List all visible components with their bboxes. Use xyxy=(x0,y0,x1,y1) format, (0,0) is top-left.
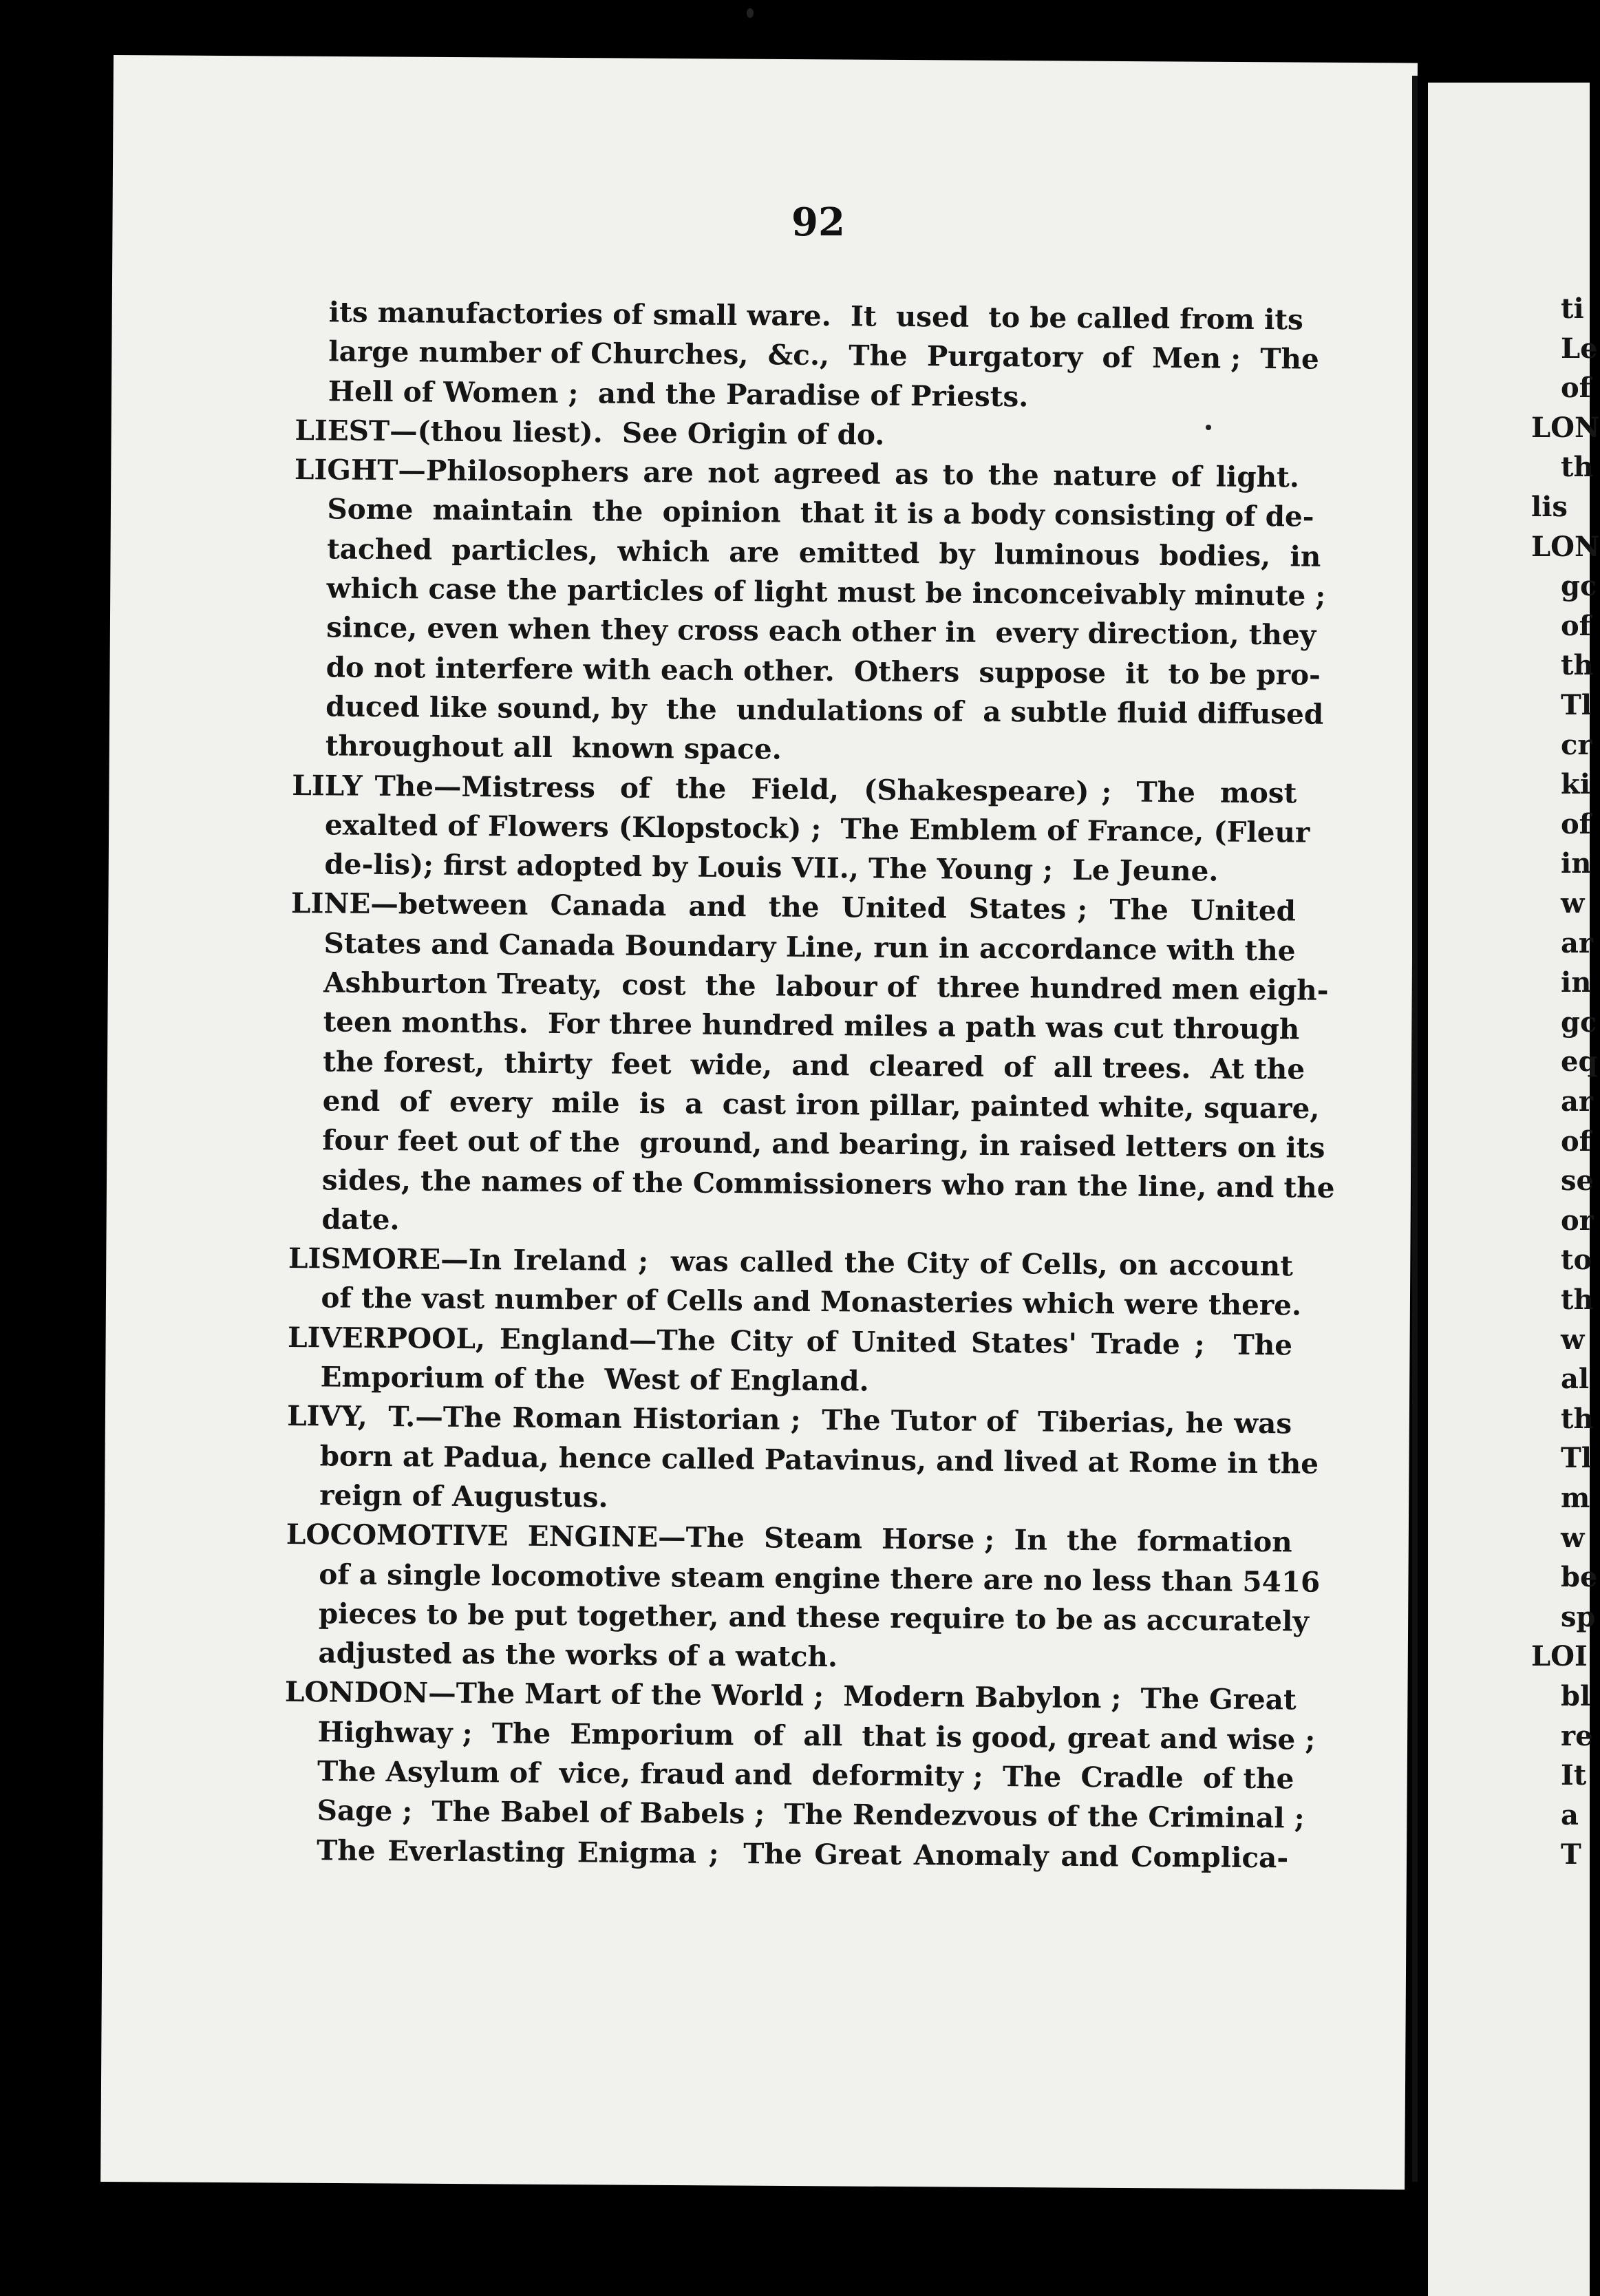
text-line: LOCOMOTIVE ENGINE—The Steam Horse ; In the formation xyxy=(286,1518,1292,1559)
text-line: sides, the names of the Commissioners who ran the line, and the xyxy=(321,1162,1335,1204)
text-line: de-lis); first adopted by Louis VII., The Young ; Le Jeune. xyxy=(324,847,1219,888)
text-line: LIVERPOOL, England—The City of United States' Trade ; The xyxy=(287,1320,1293,1362)
next-page-fragment: Tl xyxy=(1561,689,1592,721)
text-line: tached particles, which are emitted by luminous bodies, in xyxy=(326,532,1321,573)
page-number: 92 xyxy=(791,200,845,245)
page-text xyxy=(284,293,1335,1878)
scan-speck xyxy=(1206,425,1211,430)
text-line: date. xyxy=(321,1202,400,1237)
text-line: States and Canada Boundary Line, run in accordance with the xyxy=(323,926,1296,968)
scan-speck xyxy=(747,8,754,18)
next-page-fragment: or xyxy=(1561,1204,1594,1237)
text-line: the forest, thirty feet wide, and cleared of all trees. At the xyxy=(323,1044,1305,1086)
text-line: LONDON—The Mart of the World ; Modern Babylon ; The Great xyxy=(284,1675,1297,1716)
text-line: The Everlasting Enigma ; The Great Anomaly and Complica- xyxy=(317,1833,1289,1874)
text-line: LISMORE—In Ireland ; was called the City of Cells, on account xyxy=(288,1242,1294,1283)
next-page-fragment: of xyxy=(1561,609,1591,642)
text-line: The Asylum of vice, fraud and deformity ; The Cradle of the xyxy=(317,1754,1294,1796)
next-page-fragment: Tl xyxy=(1561,1442,1592,1475)
next-page-fragment: ar xyxy=(1561,1085,1593,1118)
text-line: teen months. For three hundred miles a path was cut through xyxy=(323,1005,1300,1046)
next-page-fragment: Le xyxy=(1561,332,1598,365)
text-line: Sage ; The Babel of Babels ; The Rendezvous of the Criminal ; xyxy=(317,1794,1305,1835)
text-line: throughout all known space. xyxy=(325,729,782,766)
next-page-fragment: sp xyxy=(1561,1600,1596,1633)
text-line: Hell of Women ; and the Paradise of Priests. xyxy=(328,374,1029,413)
next-page-fragment: ki xyxy=(1561,768,1590,801)
next-page-fragment: gc xyxy=(1561,570,1597,603)
text-line: end of every mile is a cast iron pillar, painted white, square, xyxy=(322,1084,1320,1125)
next-page-fragment: w xyxy=(1561,1323,1585,1356)
next-page-fragment: w xyxy=(1561,1521,1585,1554)
next-page-fragment: of xyxy=(1561,807,1591,840)
next-page-fragment: cr xyxy=(1561,728,1592,761)
next-page-fragment: to xyxy=(1561,1244,1592,1277)
next-page-fragment: It xyxy=(1561,1759,1587,1792)
next-page-fragment: re xyxy=(1561,1719,1593,1752)
next-page-fragment: of xyxy=(1561,372,1591,405)
next-page-fragment: ar xyxy=(1561,926,1593,959)
next-page-fragment: m xyxy=(1561,1482,1590,1514)
next-page-fragment: w xyxy=(1561,887,1585,920)
next-page-fragment: th xyxy=(1561,451,1594,484)
text-line: duced like sound, by the undulations of a subtle fluid diffused xyxy=(326,690,1324,731)
text-line: do not interfere with each other. Others suppose it to be pro- xyxy=(326,650,1321,692)
next-page-fragment: LON xyxy=(1531,411,1600,444)
text-line: reign of Augustus. xyxy=(319,1478,608,1514)
text-line: which case the particles of light must be inconceivably minute ; xyxy=(326,571,1326,613)
next-page-fragment: in xyxy=(1561,966,1592,999)
next-page-fragment: of xyxy=(1561,1125,1591,1158)
text-line: LINE—between Canada and the United States ; The United xyxy=(290,886,1297,928)
text-line: LIGHT—Philosophers are not agreed as to the nature of light. xyxy=(294,453,1300,494)
text-line: LIVY, T.—The Roman Historian ; The Tutor of Tiberias, he was xyxy=(286,1399,1292,1441)
text-line: of the vast number of Cells and Monasteries which were there. xyxy=(321,1281,1302,1322)
next-page-fragment: be xyxy=(1561,1561,1598,1594)
text-line: of a single locomotive steam engine there are no less than 5416 xyxy=(319,1557,1321,1599)
text-line: its manufactories of small ware. It used to be called from its xyxy=(328,295,1304,337)
next-page-fragment: th xyxy=(1561,1402,1594,1435)
next-page-fragment: LOI xyxy=(1531,1640,1588,1673)
next-page-fragment: se xyxy=(1561,1165,1594,1198)
text-line: large number of Churches, &c., The Purgatory of Men ; The xyxy=(328,334,1319,376)
next-page-fragment: bl xyxy=(1561,1680,1591,1712)
next-page-fragment: eq xyxy=(1561,1045,1598,1078)
text-line: pieces to be put together, and these require to be as accurately xyxy=(318,1597,1310,1638)
text-line: exalted of Flowers (Klopstock) ; The Emblem of France, (Fleur xyxy=(324,808,1310,849)
text-line: born at Padua, hence called Patavinus, and lived at Rome in the xyxy=(319,1438,1319,1480)
text-line: Ashburton Treaty, cost the labour of three hundred men eigh- xyxy=(323,966,1329,1007)
text-line: four feet out of the ground, and bearing, in raised letters on its xyxy=(322,1123,1325,1165)
text-line: LILY The—Mistress of the Field, (Shakespeare) ; The most xyxy=(292,768,1297,810)
text-line: since, even when they cross each other in every direction, they xyxy=(326,610,1316,652)
text-line: adjusted as the works of a watch. xyxy=(318,1636,838,1674)
next-page-fragment: in xyxy=(1561,847,1592,880)
text-line: Highway ; The Emporium of all that is good, great and wise ; xyxy=(317,1715,1316,1756)
next-page-fragment: lis xyxy=(1531,491,1568,523)
next-page-fragment: LON xyxy=(1531,530,1600,563)
text-line: Emporium of the West of England. xyxy=(320,1360,869,1398)
page-gutter xyxy=(1412,76,1418,2182)
text-line: LIEST—(thou liest). See Origin of do. xyxy=(295,413,885,451)
text-line: Some maintain the opinion that it is a body consisting of de- xyxy=(327,492,1314,534)
next-page-fragment: ti xyxy=(1561,293,1584,325)
next-page-fragment: al xyxy=(1561,1363,1590,1396)
next-page-fragment: a xyxy=(1561,1798,1579,1831)
next-page-fragment: T xyxy=(1561,1838,1581,1871)
next-page-fragment: th xyxy=(1561,649,1594,682)
next-page-fragment: th xyxy=(1561,1284,1594,1316)
next-page-fragment: gc xyxy=(1561,1006,1597,1039)
